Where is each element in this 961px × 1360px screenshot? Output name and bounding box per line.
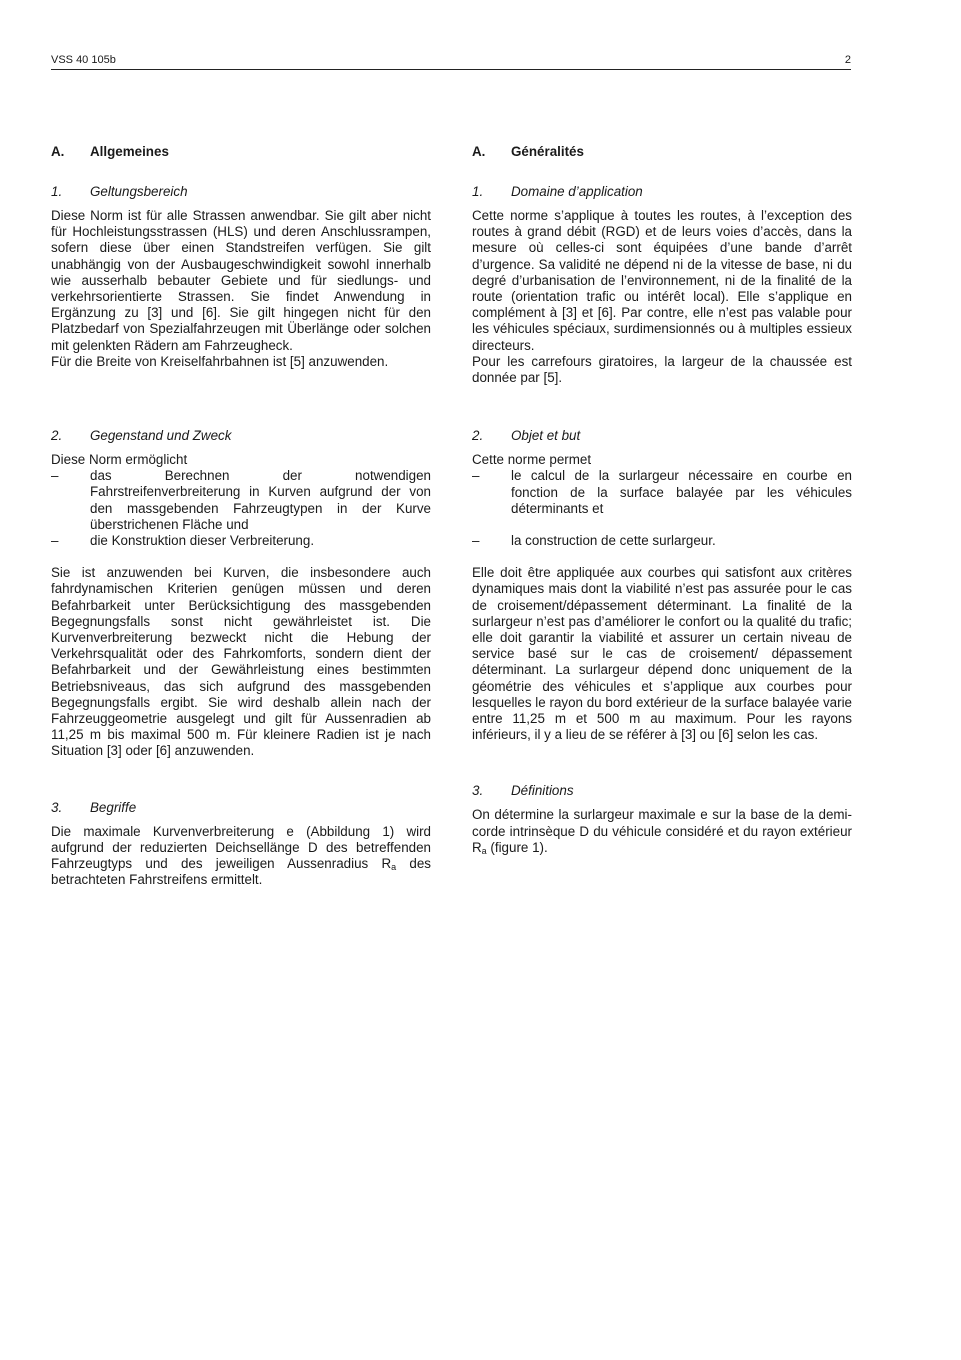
subsection-3-number: 3.: [51, 799, 63, 815]
subsection-2-heading: [472, 428, 852, 444]
list-item: [472, 468, 852, 517]
subsection-1-paragraph: Diese Norm ist für alle Strassen anwendbar. Sie gilt aber nicht für Hochleistungsstrassen (HLS) und deren Anschlussrampen, sofern diese über einen Standstreifen verfügen. Sie gilt unabhängig von der Ausbaugeschwindigkeit sowohl innerhalb wie ausserhalb bebauter Gebiete und für siedlungs- und verkehrsorientierte Strassen. Sie findet Anwendung in Ergänzung zu [3] und [6]. Sie gilt hingegen nicht für den Platzbedarf von Spezialfahrzeugen mit Überlänge oder solchen mit gelenkten Rädern am Fahrzeugheck.: [51, 208, 431, 353]
subsection-2-number: 2.: [472, 428, 484, 444]
subsection-1-title: Domaine d’application: [511, 184, 643, 199]
subsection-2-number: 2.: [51, 428, 63, 444]
subsection-2-title: Objet et but: [511, 428, 581, 444]
subsection-1-number: 1.: [472, 184, 484, 199]
section-a-heading: [51, 144, 431, 160]
subsection-1-heading: [472, 184, 852, 200]
subsection-1-heading: [51, 184, 431, 200]
list-item-text: le calcul de la surlargeur nécessaire en courbe en fonction de la surface balayée par les véhicules déterminants et: [511, 468, 852, 516]
list-dash: –: [472, 533, 480, 549]
subsection-1-paragraph: Cette norme s’applique à toutes les routes, à l’exception des routes à grand débit (RGD) et de leurs voies d’accès, dans la mesure où celles-ci sont équipées d’une bande d’arrêt d’urgence. Sa validité ne dépend ni de la vitesse de base, ni du degré d’urbanisation de l’environnement, ni de la finalité de la route (orientation trafic ou intérêt local). Elle s’applique en complément à [3] et [6]. Par contre, elle n’est pas valable pour les véhicules spéciaux, surdimensionnés ou à multiples essieux directeurs.: [472, 208, 852, 353]
section-a-number: A.: [51, 144, 65, 159]
subsection-2-intro: Diese Norm ermöglicht: [51, 452, 188, 468]
subsection-2-intro: Cette norme permet: [472, 452, 592, 468]
list-dash: –: [472, 468, 480, 484]
subsection-3-heading: [472, 783, 852, 799]
list-item-text: la construction de cette surlargeur.: [511, 533, 716, 549]
list-dash: –: [51, 468, 59, 484]
page-header: [51, 51, 851, 70]
list-item: [51, 533, 431, 549]
subsection-2-heading: [51, 428, 431, 444]
section-a-title: Généralités: [511, 144, 584, 159]
german-column: [51, 144, 431, 889]
list-dash: –: [51, 533, 59, 549]
subsection-2-paragraph: Elle doit être appliquée aux courbes qui satisfont aux critères dynamiques mais dont la viabilité n’est pas assurée pour le cas de croisement/dépassement déterminant. La finalité de la surlargeur n’est pas d’améliorer le confort ou la qualité du trafic; elle doit garantir la viabilité et assurer un certain niveau de service basé sur le cas de croisement/ dépassement déterminant. La surlargeur dépend donc uniquement de la géométrie des véhicules et s’applique aux courbes pour lesquelles le rayon du bord extérieur de la surface balayée varie entre 11,25 m et 500 m au maximum. Pour les rayons inférieurs, il y a lieu de se référer à [3] ou [6] selon les cas.: [472, 565, 852, 743]
subsection-3-title: Définitions: [511, 783, 574, 799]
french-column: [472, 144, 852, 856]
subsection-3-heading: [51, 800, 431, 816]
subsection-2-title: Gegenstand und Zweck: [90, 428, 232, 444]
subsection-3-number: 3.: [472, 783, 484, 799]
list-item-text: die Konstruktion dieser Verbreiterung.: [90, 533, 315, 549]
subsection-3-paragraph: Die maximale Kurvenverbreiterung e (Abbildung 1) wird aufgrund der reduzierten Deichsellänge D des betreffenden Fahrzeugtyps und des jeweiligen Aussenradius $R_a$ des betrachteten Fahrstreifens ermittelt.: [51, 823, 431, 888]
subsection-1-note: Für die Breite von Kreiselfahrbahnen ist [5] anzuwenden.: [51, 353, 389, 369]
page-number: 2: [844, 54, 851, 66]
list-item-text: das Berechnen der notwendigen Fahrstreifenverbreiterung in Kurven aufgrund der von den massgebenden Fahrzeugtypen in der Kurve überstrichenen Fläche und: [90, 468, 431, 532]
subsection-1-number: 1.: [51, 184, 63, 199]
subscript-a: a: [481, 845, 487, 856]
list-item: [472, 533, 852, 549]
subsection-3-title: Begriffe: [90, 799, 137, 815]
document-id: VSS 40 105b: [51, 54, 116, 66]
subsection-2-paragraph: Sie ist anzuwenden bei Kurven, die insbesondere auch fahrdynamischen Kriterien genügen müssen und deren Befahrbarkeit unter Berücksichtigung des massgebenden Begegnungsfalls sonst nicht gewährleistet ist. Die Kurvenverbreiterung bezweckt nicht die Hebung der Verkehrsqualität oder des Fahrkomforts, sondern dient der Befahrbarkeit und der Gewährleistung eines bestimmten Betriebsniveaus, das sich aufgrund des massgebenden Begegnungsfalls ergibt. Sie wird deshalb allein nach der Fahrzeuggeometrie ausgelegt und gilt für Aussenradien ab 11,25 m bis maximal 500 m. Für kleinere Radien ist je nach Situation [3] oder [6] anzuwenden.: [51, 565, 431, 759]
section-a-heading: [472, 144, 852, 160]
subscript-a: a: [391, 862, 397, 873]
subsection-1-note: Pour les carrefours giratoires, la largeur de la chaussée est donnée par [5].: [472, 353, 852, 386]
list-item: [51, 468, 431, 533]
subsection-1-title: Geltungsbereich: [90, 184, 188, 199]
section-a-title: Allgemeines: [90, 144, 169, 159]
subsection-3-paragraph: On détermine la surlargeur maximale e sur la base de la demi-corde intrinsèque D du véhicule considéré et du rayon extérieur $R_a$ (figure 1).: [472, 807, 852, 856]
section-a-number: A.: [472, 144, 486, 159]
